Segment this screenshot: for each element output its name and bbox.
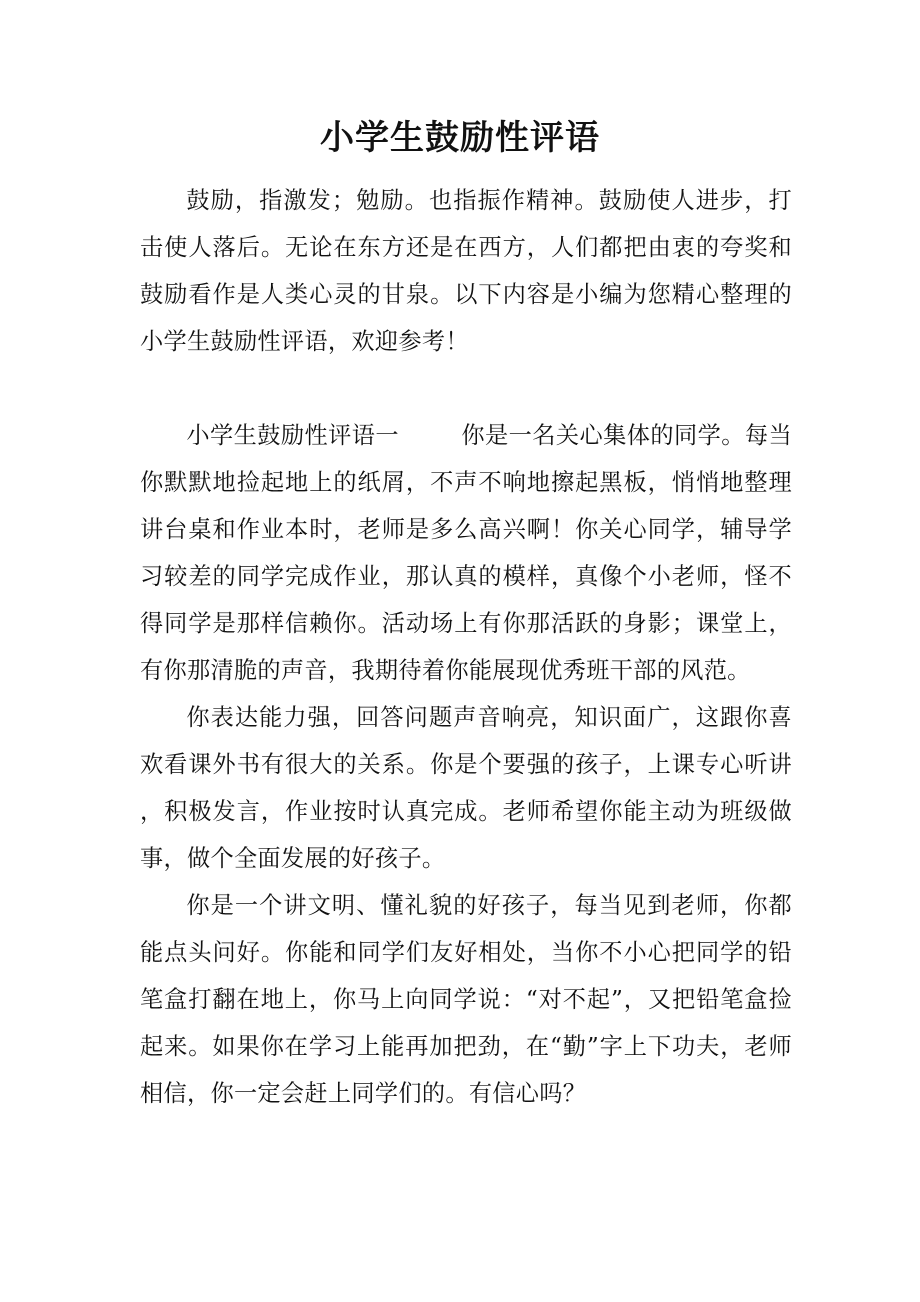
document-body — [140, 177, 792, 1117]
paragraph-spacer — [140, 365, 792, 412]
intro-paragraph: 鼓励，指激发；勉励。也指振作精神。鼓励使人进步，打击使人落后。无论在东方还是在西方，人们都把由衷的夸奖和鼓励看作是人类心灵的甘泉。以下内容是小编为您精心整理的小学生鼓励性评语，欢迎参考！ — [140, 187, 792, 355]
section-1-text: 你是一名关心集体的同学。每当你默默地捡起地上的纸屑，不声不响地擦起黑板，悄悄地整理讲台桌和作业本时，老师是多么高兴啊！你关心同学，辅导学习较差的同学完成作业，那认真的模样，真像个小老师，怪不得同学是那样信赖你。活动场上有你那活跃的身影；课堂上，有你那清脆的声音，我期待着你能展现优秀班干部的风范。 — [140, 422, 792, 684]
section-1-paragraph — [140, 412, 792, 694]
paragraph-3: 你是一个讲文明、懂礼貌的好孩子，每当见到老师，你都能点头问好。你能和同学们友好相处，当你不小心把同学的铅笔盒打翻在地上，你马上向同学说：“对不起”，又把铅笔盒捡起来。如果你在学习上能再加把劲，在“勤”字上下功夫，老师相信，你一定会赶上同学们的。有信心吗？ — [140, 892, 792, 1107]
section-1-heading: 小学生鼓励性评语一 — [186, 422, 399, 449]
document-title: 小学生鼓励性评语 — [320, 118, 600, 158]
paragraph-2: 你表达能力强，回答问题声音响亮，知识面广，这跟你喜欢看课外书有很大的关系。你是个要强的孩子，上课专心听讲，积极发言，作业按时认真完成。老师希望你能主动为班级做事，做个全面发展的好孩子。 — [140, 704, 792, 872]
